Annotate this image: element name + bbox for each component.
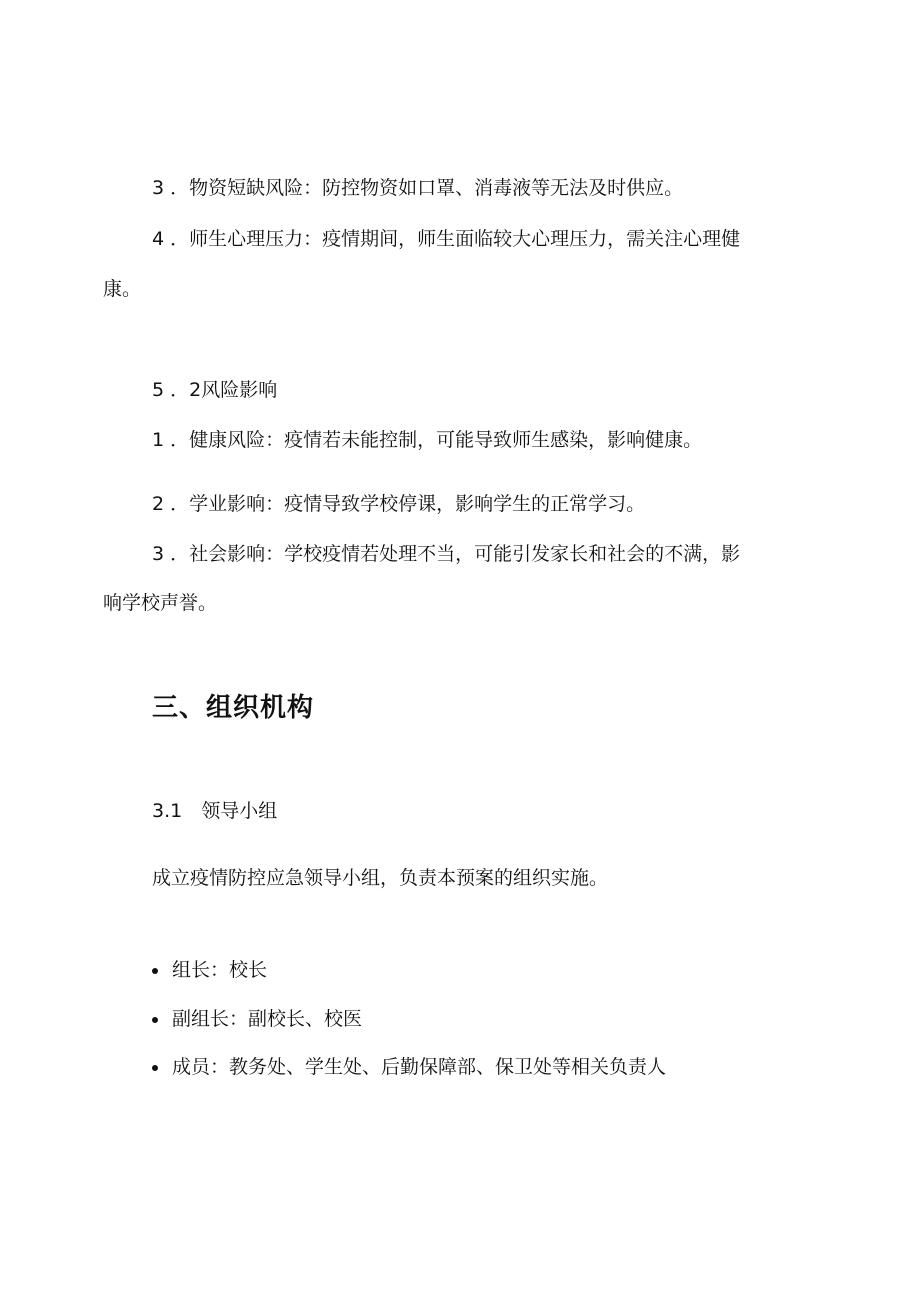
section-title: 三、组织机构 xyxy=(152,693,315,723)
list-item-label: 组长：校长 xyxy=(172,959,268,981)
list-item-label: 副组长：副校长、校医 xyxy=(172,1008,363,1030)
list-item-label: 成员：教务处、学生处、后勤保障部、保卫处等相关负责人 xyxy=(172,1056,667,1078)
section-subheading: 3.1 领导小组 xyxy=(152,800,278,822)
section-intro: 成立疫情防控应急领导小组，负责本预案的组织实施。 xyxy=(152,867,609,889)
risk-item-4: 4 ．师生心理压力：疫情期间，师生面临较大心理压力，需关注心理健 xyxy=(152,228,741,250)
risk-item-4-continued: 康。 xyxy=(103,278,142,300)
bullet-icon xyxy=(152,1017,158,1023)
risk-item-3: 3 ．物资短缺风险：防控物资如口罩、消毒液等无法及时供应。 xyxy=(152,177,684,199)
impact-item-2: 2 ．学业影响：疫情导致学校停课，影响学生的正常学习。 xyxy=(152,493,646,515)
impact-item-1: 1 ．健康风险：疫情若未能控制，可能导致师生感染，影响健康。 xyxy=(152,429,703,451)
bullet-icon xyxy=(152,968,158,974)
impact-heading: 5 ．2风险影响 xyxy=(152,379,278,401)
impact-item-3: 3 ．社会影响：学校疫情若处理不当，可能引发家长和社会的不满，影 xyxy=(152,543,741,565)
impact-item-3-continued: 响学校声誉。 xyxy=(103,592,218,614)
bullet-icon xyxy=(152,1065,158,1071)
